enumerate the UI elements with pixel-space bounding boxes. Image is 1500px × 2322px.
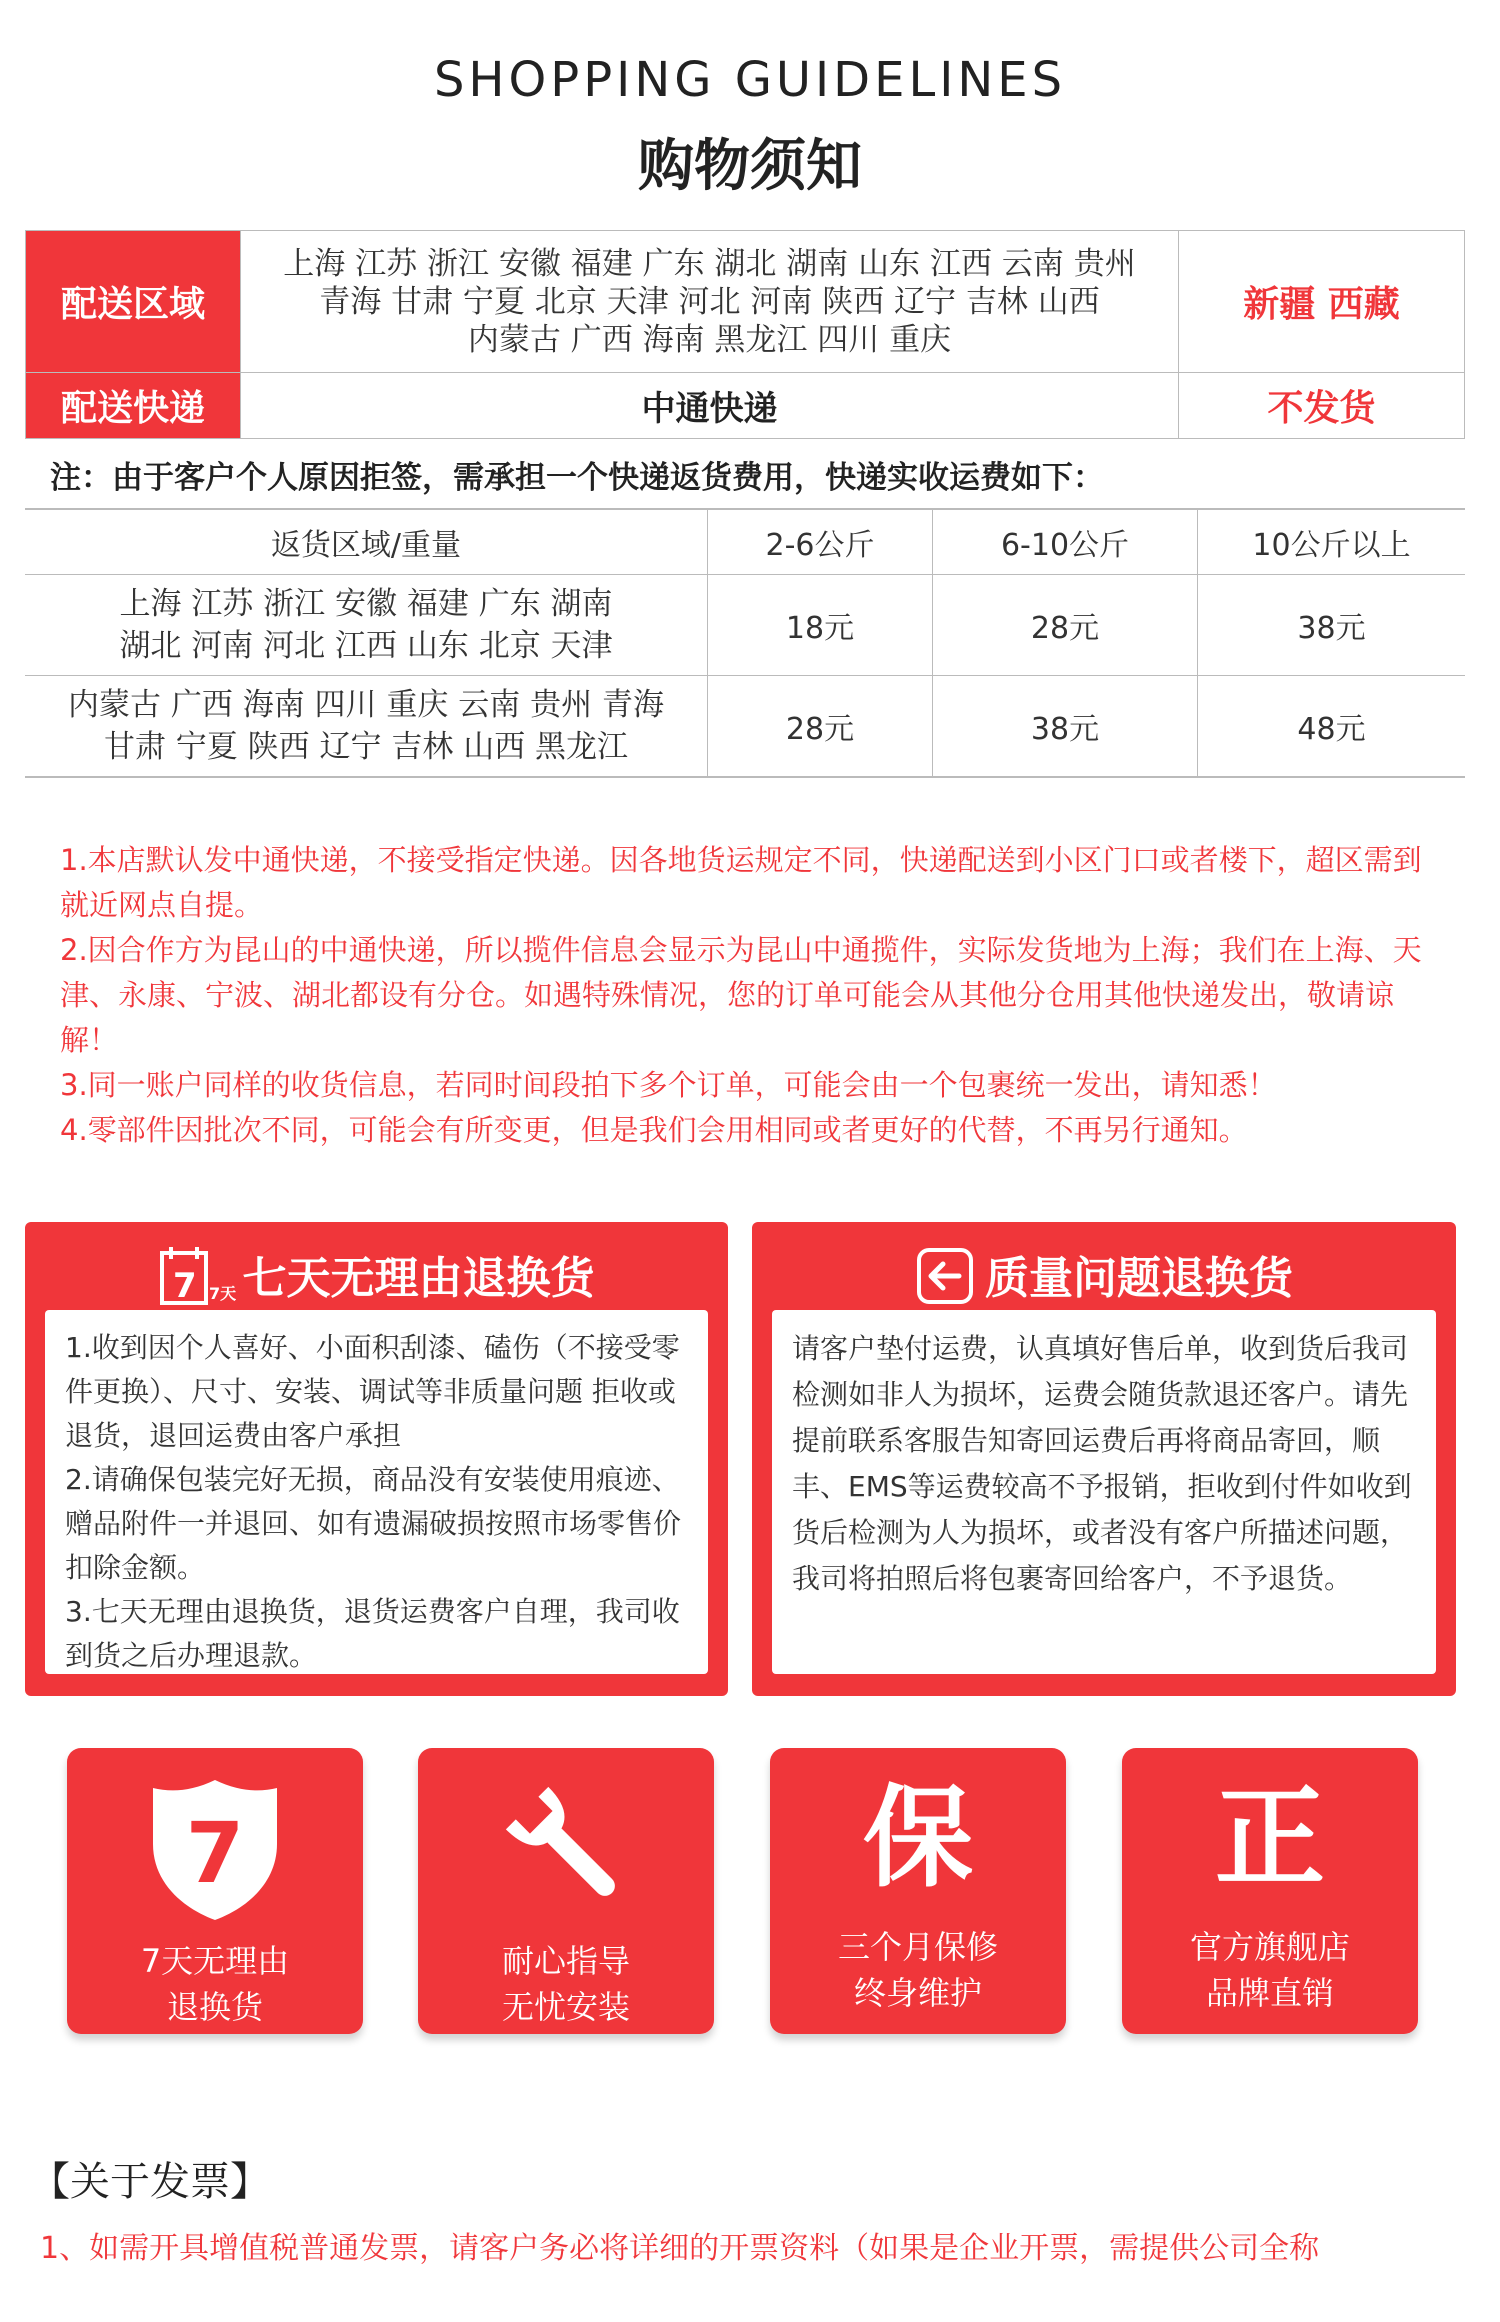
badge-line: 终身维护 [853,1974,982,2012]
panel-title [752,1242,1456,1317]
badge-text [1122,1924,1418,2016]
fee-cell: 18元 [708,575,933,676]
excluded-express: 不发货 [1179,373,1465,439]
badge-line: 三个月保修 [837,1928,998,1966]
fee-cell: 28元 [933,575,1198,676]
calendar-icon-number: 7 [172,1265,197,1306]
badge-line: 品牌直销 [1205,1974,1334,2012]
panel-body [45,1310,708,1674]
shipping-note: 3.同一账户同样的收货信息，若同时间段拍下多个订单，可能会由一个包裹统一发出，请知悉！ [60,1068,1277,1102]
shipping-note: 2.因合作方为昆山的中通快递，所以揽件信息会显示为昆山中通揽件，实际发货地为上海；我们在上海、天津、永康、宁波、湖北都设有分仓。如遇特殊情况，您的订单可能会从其他分仓用其他快递发出，敬请谅解！ [60,933,1422,1057]
seven-day-return-panel [25,1222,728,1696]
area-label: 配送区域 [26,231,241,373]
calendar-icon-caption: 7天 [208,1283,236,1303]
badge-official [1122,1748,1418,2034]
fee-cell: 38元 [1198,575,1466,676]
warranty-glyph: 保 [863,1774,973,1902]
refusal-note: 注：由于客户个人原因拒签，需承担一个快递返货费用，快递实收运费如下： [50,460,1104,496]
fee-header: 6-10公斤 [933,509,1198,575]
fee-table [25,508,1465,778]
region-line: 甘肃 宁夏 陕西 辽宁 吉林 山西 黑龙江 [103,729,629,765]
official-glyph: 正 [1215,1774,1325,1902]
badge-text [67,1938,363,2030]
panel-title [25,1242,728,1318]
badge-warranty [770,1748,1066,2034]
badge-seven-day [67,1748,363,2034]
express-label: 配送快递 [26,373,241,439]
invoice-text: 1、如需开具增值税普通发票，请客户务必将详细的开票资料（如果是企业开票，需提供公司全称 [40,2231,1320,2266]
express-company: 中通快递 [241,373,1179,439]
badge-text [770,1924,1066,2016]
shipping-note: 4.零部件因批次不同，可能会有所变更，但是我们会用相同或者更好的代替，不再另行通知。 [60,1113,1248,1147]
policy-text: 请客户垫付运费，认真填好售后单，收到货后我司检测如非人为损坏，运费会随货款退还客户。请先提前联系客服告知寄回运费后再将商品寄回，顺丰、EMS等运费较高不予报销，拒收到付件如收到货后检测为人为损坏，或者没有客户所描述问题，我司将拍照后将包裹寄回给客户，不予退货。 [792,1332,1412,1595]
areas-line: 上海 江苏 浙江 安徽 福建 广东 湖北 湖南 山东 江西 云南 贵州 [283,245,1136,282]
badge-install [418,1748,714,2034]
delivery-table [25,230,1465,439]
table-row [25,676,1465,778]
fee-header: 10公斤以上 [1198,509,1466,575]
fee-region [25,575,708,676]
delivery-areas [241,231,1179,373]
shipping-notes [60,838,1450,1153]
return-arrow-icon [915,1246,975,1317]
excluded-areas: 新疆 西藏 [1179,231,1465,373]
page-title-cn: 购物须知 [638,134,862,199]
badge-line: 官方旗舰店 [1189,1928,1350,1966]
areas-line: 青海 甘肃 宁夏 北京 天津 河北 河南 陕西 辽宁 吉林 山西 [319,283,1100,320]
shield-7-icon [145,1774,285,1924]
fee-cell: 28元 [708,676,933,778]
region-line: 上海 江苏 浙江 安徽 福建 广东 湖南 [119,586,613,622]
fee-cell: 48元 [1198,676,1466,778]
policy-item: 2.请确保包装完好无损，商品没有安装使用痕迹、赠品附件一并退回、如有遗漏破损按照市场零售价扣除金额。 [65,1463,682,1584]
policy-item: 3.七天无理由退换货，退货运费客户自理，我司收到货之后办理退款。 [65,1595,680,1672]
invoice-title: 【关于发票】 [30,2159,270,2205]
panel-title-text: 七天无理由退换货 [242,1253,595,1304]
table-row [25,575,1465,676]
fee-region [25,676,708,778]
fee-header: 返货区域/重量 [25,509,708,575]
badge-line: 退换货 [166,1988,263,2026]
calendar-7-icon [159,1245,236,1318]
shield-number: 7 [185,1804,245,1902]
badge-text [418,1938,714,2030]
fee-header: 2-6公斤 [708,509,933,575]
policy-item: 1.收到因个人喜好、小面积刮漆、磕伤（不接受零件更换）、尺寸、安装、调试等非质量问题 拒收或退货，退回运费由客户承担 [65,1331,680,1452]
areas-line: 内蒙古 广西 海南 黑龙江 四川 重庆 [467,321,952,358]
region-line: 内蒙古 广西 海南 四川 重庆 云南 贵州 青海 [68,687,664,723]
badge-line: 耐心指导 [501,1942,630,1980]
badge-line: 7天无理由 [140,1942,290,1980]
panel-body [772,1310,1436,1674]
panel-title-text: 质量问题退换货 [985,1253,1293,1304]
wrench-icon [496,1772,636,1922]
quality-return-panel [752,1222,1456,1696]
shipping-note: 1.本店默认发中通快递，不接受指定快递。因各地货运规定不同，快递配送到小区门口或者楼下，超区需到就近网点自提。 [60,843,1422,922]
fee-cell: 38元 [933,676,1198,778]
region-line: 湖北 河南 河北 江西 山东 北京 天津 [119,628,613,664]
badge-line: 无忧安装 [501,1988,630,2026]
page-title-en: SHOPPING GUIDELINES [433,52,1067,108]
